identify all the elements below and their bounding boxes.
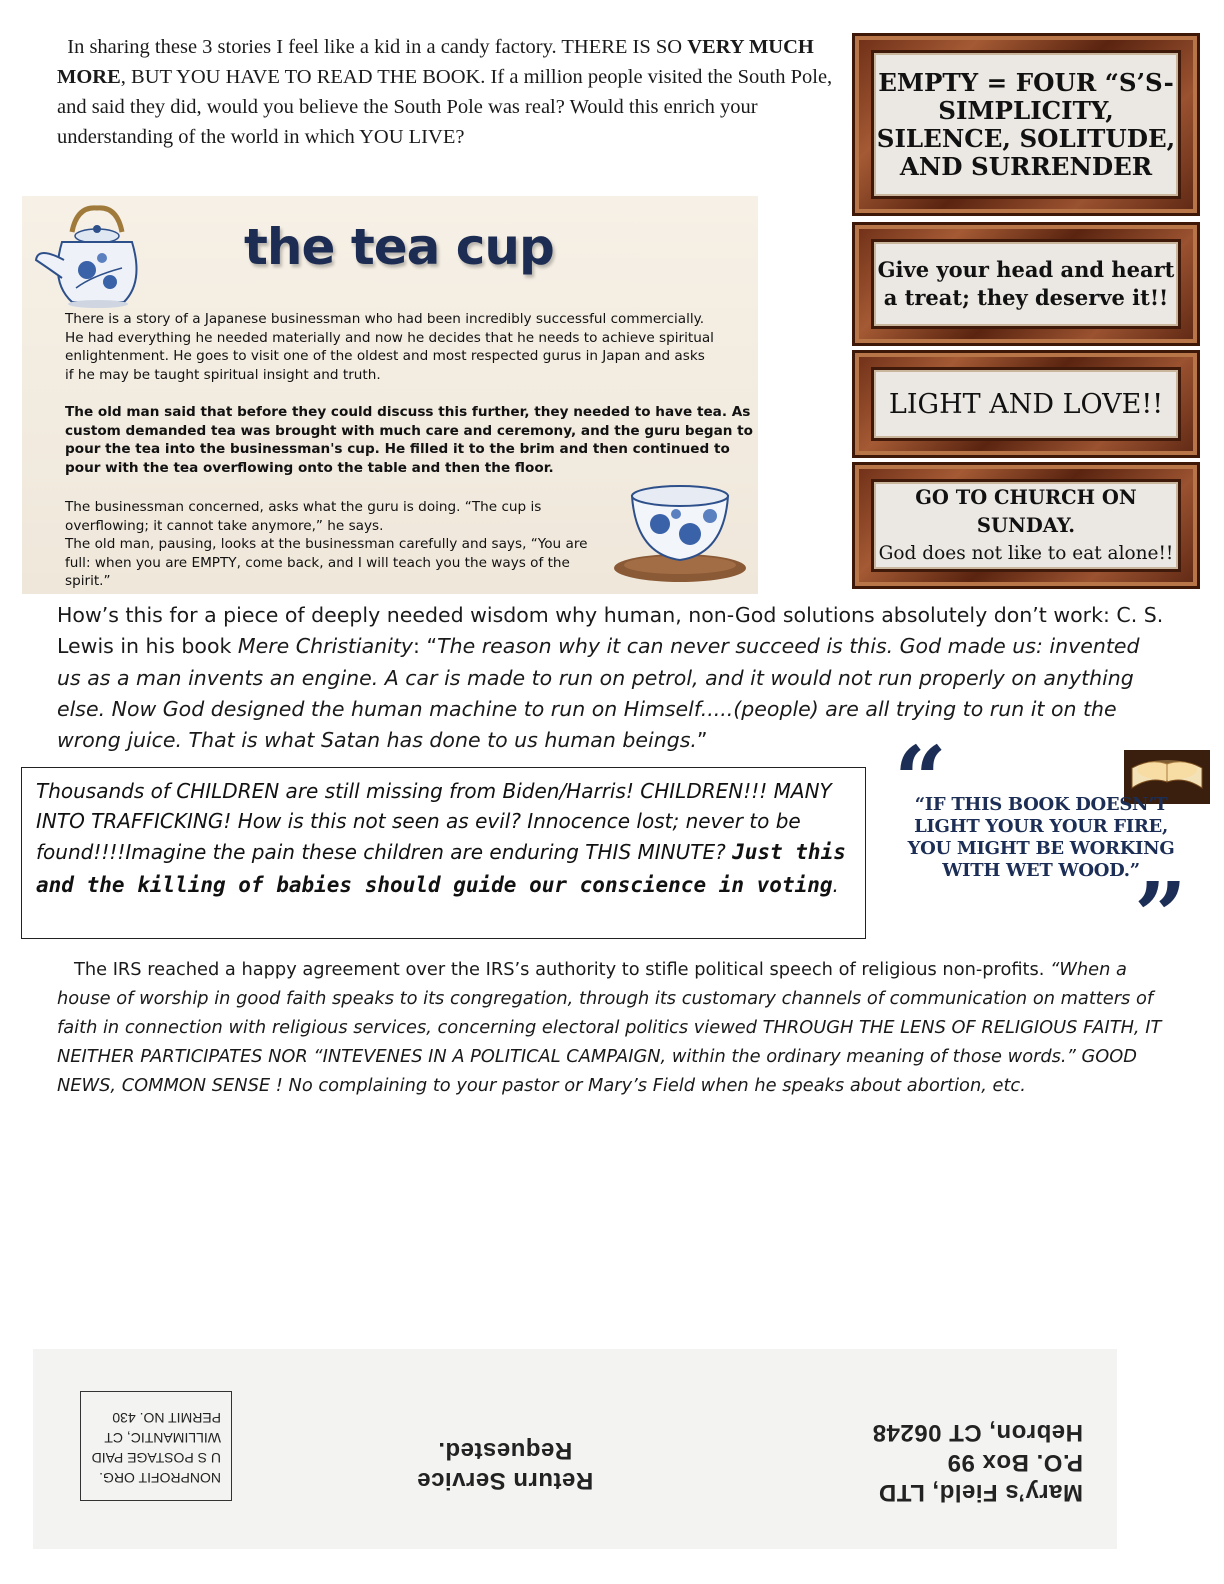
children-missing-box	[21, 767, 866, 939]
return-line-2: Requested.	[437, 1437, 573, 1464]
tea-card-title: the tea cup	[244, 218, 554, 276]
lewis-mid: : “	[413, 634, 438, 659]
children-end: .	[832, 873, 839, 897]
lewis-quote: The reason why it can never succeed is this. God made us: invented us as a man invents an engine. A car is made to run on petrol, and it would not run properly on anything else. Now God designed the human machine to run on Himself.....(people) are all trying to run it on the wrong juice. That is what Satan has done to us human beings.	[57, 634, 1140, 753]
tea-card-paragraph-2: The old man said that before they could discuss this further, they needed to have tea. As custom demanded tea was brought with much care and ceremony, and the guru began to pour the tea into the businessman's cup. He filled it to the brim and then continued to pour with the tea overflowing onto the table and then the floor.	[65, 404, 753, 476]
church-sunday-sign	[852, 462, 1200, 589]
permit-line-4: PERMIT NO. 430	[112, 1410, 221, 1426]
teapot-icon	[32, 202, 162, 314]
mailing-panel	[33, 1349, 1117, 1549]
intro-paragraph	[57, 32, 837, 152]
intro-bold: VERY MUCH MORE	[57, 36, 814, 88]
return-line-1: Return Service	[416, 1467, 594, 1494]
postage-permit-box	[80, 1391, 232, 1501]
tea-card-paragraph-3a: The businessman concerned, asks what the guru is doing. “The cup is overflowing; it cannot take anymore,” he says.	[65, 499, 542, 534]
empty-four-s-text: EMPTY = FOUR “S’S- SIMPLICITY, SILENCE, SOLITUDE, AND SURRENDER	[874, 53, 1178, 196]
address-line-3: Hebron, CT 06248	[872, 1419, 1083, 1446]
tea-card-paragraph-1: There is a story of a Japanese businessman who had been incredibly successful commercially. He had everything he needed materially and now he decides that he needs to achieve spiritual enlightenment. He goes to visit one of the oldest and most respected gurus in Japan and asks if he may be taught spiritual insight and truth.	[65, 311, 714, 383]
tea-cup-story-card	[22, 196, 758, 594]
light-love-text: LIGHT AND LOVE!!	[874, 370, 1178, 438]
lewis-end: ”	[696, 728, 708, 753]
intro-rest: , BUT YOU HAVE TO READ THE BOOK. If a million people visited the South Pole, and said they did, would you believe the South Pole was real? Would this enrich your understanding of the world in which YOU LIVE?	[57, 66, 833, 148]
open-quote-mark: “	[894, 726, 947, 834]
permit-line-3: WILLIMANTIC, CT	[104, 1430, 221, 1446]
lewis-paragraph	[57, 600, 1167, 756]
irs-lead: The IRS reached a happy agreement over the IRS’s authority to stifle political speech of religious non-profits.	[73, 959, 1051, 980]
children-bold-text: Just this and the killing of babies should guide our conscience in voting	[36, 840, 846, 897]
church-sign-line-1: GO TO CHURCH ON SUNDAY.	[915, 485, 1137, 537]
wet-wood-quote-text: “IF THIS BOOK DOESN’T LIGHT YOUR YOUR FIRE, YOU MIGHT BE WORKING WITH WET WOOD.”	[907, 794, 1175, 881]
lewis-book-title: Mere Christianity	[237, 634, 414, 659]
close-quote-mark: ”	[1134, 862, 1187, 970]
head-heart-text: Give your head and heart a treat; they deserve it!!	[874, 242, 1178, 326]
permit-line-1: NONPROFIT ORG.	[99, 1470, 221, 1486]
irs-quote: “When a house of worship in good faith speaks to its congregation, through its customary channels of communication on matters of faith in connection with religious services, concerning electoral politics viewed THROUGH THE LENS OF RELIGIOUS FAITH, IT NEITHER PARTICIPATES NOR “INTEVENES IN A POLITICAL CAMPAIGN, within the ordinary meaning of those words.” GOOD NEWS, COMMON SENSE ! No complaining to your pastor or Mary’s Field when he speaks about abortion, etc.	[57, 959, 1162, 1096]
children-text: Thousands of CHILDREN are still missing from Biden/Harris! CHILDREN!!! MANY INTO TRAFFICKING! How is this not seen as evil? Innocence lost; never to be found!!!!Imagine the pain these children are enduring THIS MINUTE?	[36, 779, 832, 864]
teacup-icon	[610, 476, 750, 586]
return-address	[843, 1417, 1083, 1507]
permit-line-2: U S POSTAGE PAID	[91, 1450, 221, 1466]
empty-four-s-sign	[852, 33, 1200, 216]
light-love-sign	[852, 350, 1200, 458]
head-heart-sign	[852, 222, 1200, 346]
address-line-2: P.O. Box 99	[947, 1449, 1083, 1476]
tea-card-paragraph-3	[65, 498, 615, 591]
wet-wood-quote	[894, 726, 1210, 970]
irs-paragraph	[57, 955, 1167, 1100]
intro-lead: In sharing these 3 stories I feel like a kid in a candy factory. THERE IS SO	[67, 36, 688, 58]
return-service-text	[405, 1435, 605, 1495]
tea-card-paragraph-3b: The old man, pausing, looks at the businessman carefully and says, “You are full: when you are EMPTY, come back, and I will teach you the ways of the spirit.”	[65, 536, 588, 590]
address-line-1: Mary’s Field, LTD	[878, 1479, 1083, 1506]
lewis-lead: How’s this for a piece of deeply needed wisdom why human, non-God solutions absolutely don’t work: C. S. Lewis in his book	[57, 603, 1164, 659]
church-sign-line-2: God does not like to eat alone!!	[878, 542, 1174, 564]
